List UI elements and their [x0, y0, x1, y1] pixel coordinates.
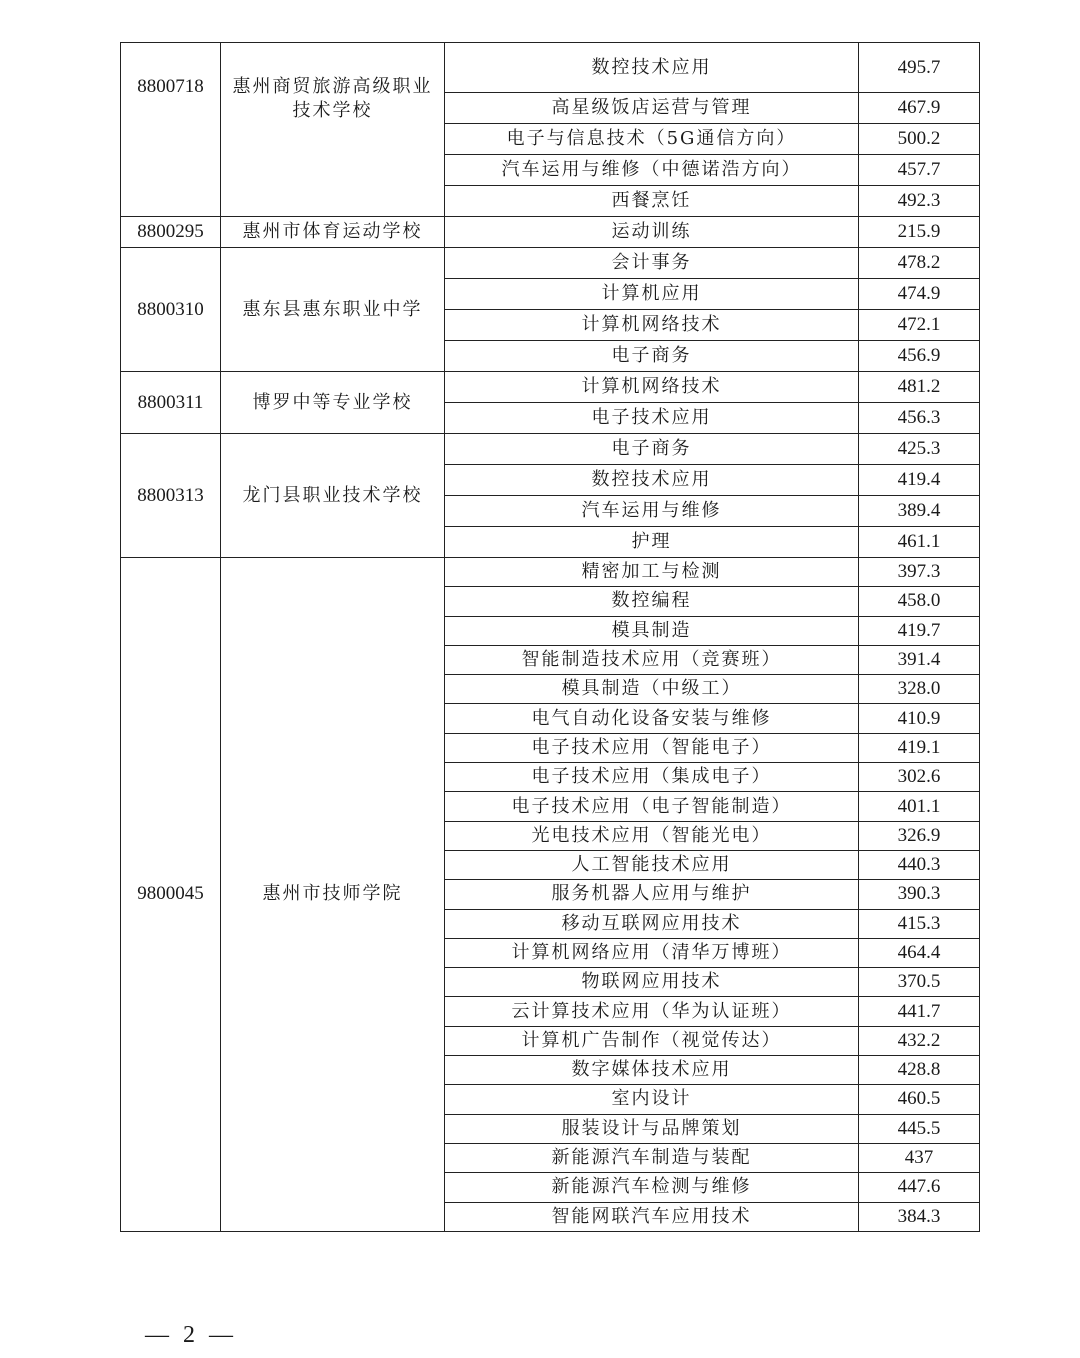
- major-name-cell: 云计算技术应用（华为认证班）: [445, 997, 859, 1026]
- score-cell: 500.2: [859, 124, 980, 155]
- score-cell: 397.3: [859, 558, 980, 587]
- school-code-cell: 9800045: [121, 558, 221, 1232]
- score-cell: 464.4: [859, 938, 980, 967]
- major-name-cell: 电气自动化设备安装与维修: [445, 704, 859, 733]
- major-name-cell: 汽车运用与维修（中德诺浩方向）: [445, 155, 859, 186]
- major-name-cell: 西餐烹饪: [445, 186, 859, 217]
- major-name-cell: 汽车运用与维修: [445, 496, 859, 527]
- score-cell: 432.2: [859, 1026, 980, 1055]
- major-name-cell: 电子与信息技术（5G通信方向）: [445, 124, 859, 155]
- major-name-cell: 计算机网络技术: [445, 310, 859, 341]
- score-cell: 390.3: [859, 880, 980, 909]
- major-name-cell: 计算机广告制作（视觉传达）: [445, 1026, 859, 1055]
- score-cell: 492.3: [859, 186, 980, 217]
- table-row: [121, 217, 980, 248]
- school-name-cell: 惠州市体育运动学校: [221, 217, 445, 248]
- score-cell: 302.6: [859, 763, 980, 792]
- major-name-cell: 电子商务: [445, 341, 859, 372]
- major-name-cell: 电子技术应用: [445, 403, 859, 434]
- score-cell: 474.9: [859, 279, 980, 310]
- score-cell: 461.1: [859, 527, 980, 558]
- score-cell: 419.1: [859, 733, 980, 762]
- score-cell: 215.9: [859, 217, 980, 248]
- major-name-cell: 数控技术应用: [445, 465, 859, 496]
- major-name-cell: 智能制造技术应用（竞赛班）: [445, 645, 859, 674]
- score-cell: 370.5: [859, 968, 980, 997]
- school-name-cell: 惠州商贸旅游高级职业技术学校: [221, 43, 445, 217]
- major-name-cell: 高星级饭店运营与管理: [445, 93, 859, 124]
- score-cell: 415.3: [859, 909, 980, 938]
- table-row: [121, 248, 980, 279]
- major-name-cell: 精密加工与检测: [445, 558, 859, 587]
- score-cell: 495.7: [859, 43, 980, 93]
- school-code-cell: 8800295: [121, 217, 221, 248]
- school-code-cell: 8800310: [121, 248, 221, 372]
- school-code-cell: 8800313: [121, 434, 221, 558]
- major-name-cell: 人工智能技术应用: [445, 850, 859, 879]
- score-cell: 456.3: [859, 403, 980, 434]
- table-body: [121, 43, 980, 1232]
- school-code-cell: 8800311: [121, 372, 221, 434]
- major-name-cell: 移动互联网应用技术: [445, 909, 859, 938]
- score-cell: 456.9: [859, 341, 980, 372]
- major-name-cell: 护理: [445, 527, 859, 558]
- score-cell: 445.5: [859, 1114, 980, 1143]
- major-name-cell: 电子商务: [445, 434, 859, 465]
- score-cell: 458.0: [859, 587, 980, 616]
- major-name-cell: 模具制造: [445, 616, 859, 645]
- score-cell: 437: [859, 1143, 980, 1172]
- school-code-cell: 8800718: [121, 43, 221, 217]
- score-cell: 467.9: [859, 93, 980, 124]
- score-cell: 472.1: [859, 310, 980, 341]
- score-cell: 478.2: [859, 248, 980, 279]
- score-cell: 328.0: [859, 675, 980, 704]
- major-name-cell: 服务机器人应用与维护: [445, 880, 859, 909]
- major-name-cell: 新能源汽车检测与维修: [445, 1173, 859, 1202]
- major-name-cell: 计算机网络应用（清华万博班）: [445, 938, 859, 967]
- score-cell: 419.7: [859, 616, 980, 645]
- major-name-cell: 数字媒体技术应用: [445, 1056, 859, 1085]
- major-name-cell: 模具制造（中级工）: [445, 675, 859, 704]
- major-name-cell: 室内设计: [445, 1085, 859, 1114]
- score-cell: 401.1: [859, 792, 980, 821]
- major-name-cell: 电子技术应用（智能电子）: [445, 733, 859, 762]
- score-cell: 441.7: [859, 997, 980, 1026]
- major-name-cell: 新能源汽车制造与装配: [445, 1143, 859, 1172]
- score-cell: 326.9: [859, 821, 980, 850]
- table-row: [121, 43, 980, 93]
- score-cell: 457.7: [859, 155, 980, 186]
- table-row: [121, 558, 980, 587]
- score-cell: 410.9: [859, 704, 980, 733]
- table-row: [121, 434, 980, 465]
- major-name-cell: 服装设计与品牌策划: [445, 1114, 859, 1143]
- admission-score-table: [120, 42, 980, 1232]
- score-cell: 460.5: [859, 1085, 980, 1114]
- major-name-cell: 智能网联汽车应用技术: [445, 1202, 859, 1231]
- major-name-cell: 物联网应用技术: [445, 968, 859, 997]
- major-name-cell: 电子技术应用（集成电子）: [445, 763, 859, 792]
- score-cell: 440.3: [859, 850, 980, 879]
- major-name-cell: 数控技术应用: [445, 43, 859, 93]
- major-name-cell: 运动训练: [445, 217, 859, 248]
- score-cell: 481.2: [859, 372, 980, 403]
- score-cell: 447.6: [859, 1173, 980, 1202]
- major-name-cell: 数控编程: [445, 587, 859, 616]
- major-name-cell: 计算机网络技术: [445, 372, 859, 403]
- major-name-cell: 电子技术应用（电子智能制造）: [445, 792, 859, 821]
- school-name-cell: 龙门县职业技术学校: [221, 434, 445, 558]
- score-cell: 428.8: [859, 1056, 980, 1085]
- major-name-cell: 计算机应用: [445, 279, 859, 310]
- major-name-cell: 光电技术应用（智能光电）: [445, 821, 859, 850]
- score-cell: 389.4: [859, 496, 980, 527]
- score-cell: 425.3: [859, 434, 980, 465]
- score-cell: 384.3: [859, 1202, 980, 1231]
- score-cell: 391.4: [859, 645, 980, 674]
- school-name-cell: 博罗中等专业学校: [221, 372, 445, 434]
- page-number: — 2 —: [145, 1322, 237, 1348]
- school-name-cell: 惠东县惠东职业中学: [221, 248, 445, 372]
- table-row: [121, 372, 980, 403]
- major-name-cell: 会计事务: [445, 248, 859, 279]
- school-name-cell: 惠州市技师学院: [221, 558, 445, 1232]
- score-cell: 419.4: [859, 465, 980, 496]
